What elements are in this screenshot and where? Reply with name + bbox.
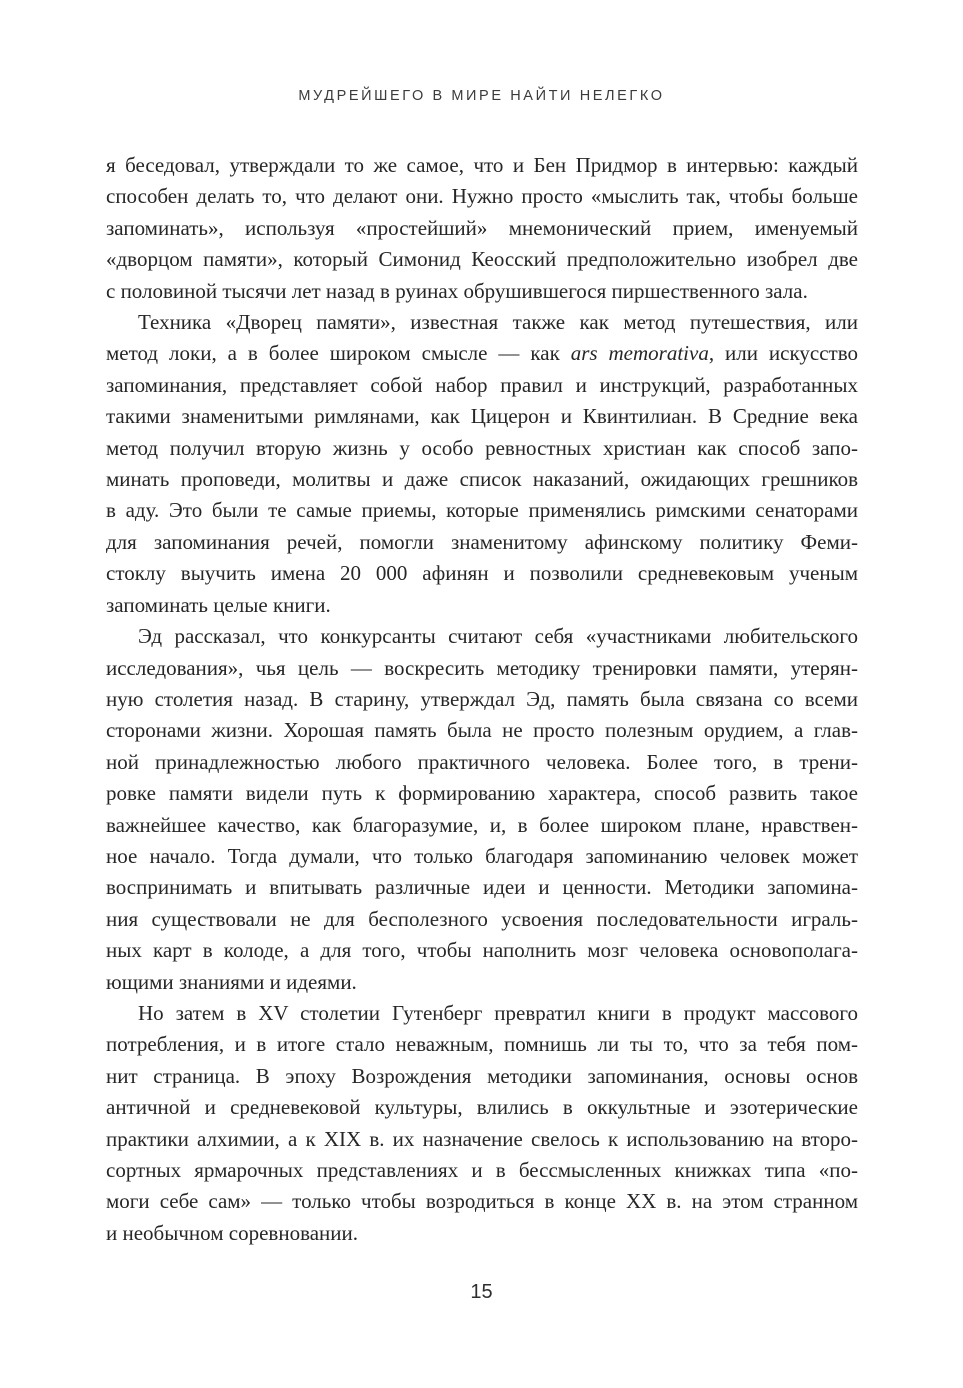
text-line: в аду. Это были те самые приемы, которые применялись римскими сенаторами [106, 498, 858, 523]
paragraph [106, 998, 858, 1249]
text-line: стоклу выучить имена 20 000 афинян и позволили средневековым ученым [106, 561, 858, 586]
text-line: важнейшее качество, как благоразумие, и, в более широком плане, нравствен- [106, 812, 858, 837]
text-line: античной и средневековой культуры, влились в оккультные и эзотерические [106, 1095, 858, 1120]
text-line: метод получил вторую жизнь у особо ревностных христиан как способ запо- [106, 435, 858, 460]
text-line: ных карт в колоде, а для того, чтобы наполнить мозг человека основополага- [106, 938, 858, 963]
text-line: запоминать», используя «простейший» мнемонический прием, именуемый [106, 215, 858, 240]
text-line: минать проповеди, молитвы и даже список наказаний, ожидающих грешников [106, 467, 858, 492]
text-line: нит страница. В эпоху Возрождения методики запоминания, основы основ [106, 1063, 858, 1088]
text-line: ния существовали не для бесполезного усвоения последовательности играль- [106, 906, 858, 931]
text-line: Техника «Дворец памяти», известная также как метод путешествия, или [138, 310, 858, 335]
text-line: ровке памяти видели путь к формированию характера, способ развить такое [106, 781, 858, 806]
text-line: способен делать то, что делают они. Нужно просто «мыслить так, чтобы больше [106, 184, 858, 209]
text-line: ной принадлежностью любого практичного человека. Более того, в трени- [106, 749, 858, 774]
text-line: запоминания, представляет собой набор правил и инструкций, разработанных [106, 372, 858, 397]
paragraph [106, 621, 858, 998]
text-line: потребления, и в итоге стало неважным, помнишь ли ты то, что за тебя пом- [106, 1032, 858, 1057]
text-line: Но затем в XV столетии Гутенберг превратил книги в продукт массового [138, 1000, 858, 1025]
text-line: ющими знаниями и идеями. [106, 969, 357, 994]
text-line: моги себе сам» — только чтобы возродиться в конце XX в. на этом странном [106, 1189, 858, 1214]
text-line: воспринимать и впитывать различные идеи и ценности. Методики запомина- [106, 875, 858, 900]
text-line: ную столетия назад. В старину, утверждал Эд, память была связана со всеми [106, 686, 858, 711]
paragraph [106, 307, 858, 621]
text-line: с половиной тысячи лет назад в руинах обрушившегося пиршественного зала. [106, 278, 808, 303]
body-text [106, 150, 858, 1249]
text-line: сортных ярмарочных представлениях и в бессмысленных книжках типа «по- [106, 1158, 858, 1182]
text-line: исследования», чья цель — воскресить методику тренировки памяти, утерян- [106, 655, 858, 680]
text-line: практики алхимии, а к XIX в. их назначение свелось к использованию на второ- [106, 1126, 858, 1151]
text-line: «дворцом памяти», который Симонид Кеосский предположительно изобрел две [106, 247, 858, 272]
text-line: запоминать целые книги. [106, 592, 331, 617]
paragraph [106, 150, 858, 307]
text-line: для запоминания речей, помогли знаменитому афинскому политику Феми- [106, 529, 858, 554]
text-line: такими знаменитыми римлянами, как Цицерон и Квинтилиан. В Средние века [106, 404, 858, 429]
text-line: метод локи, а в более широком смысле — как ars memorativa, или искусство [106, 341, 858, 366]
text-line: Эд рассказал, что конкурсанты считают себя «участниками любительского [138, 624, 858, 649]
text-line: сторонами жизни. Хорошая память была не просто полезным орудием, а глав- [106, 718, 858, 743]
text-line: я беседовал, утверждали то же самое, что и Бен Придмор в интервью: каждый [106, 153, 858, 177]
text-line: и необычном соревновании. [106, 1220, 358, 1245]
running-header: МУДРЕЙШЕГО В МИРЕ НАЙТИ НЕЛЕГКО [298, 88, 665, 104]
text-line: ное начало. Тогда думали, что только благодаря запоминанию человек может [106, 843, 858, 868]
page-number: 15 [470, 1281, 493, 1303]
